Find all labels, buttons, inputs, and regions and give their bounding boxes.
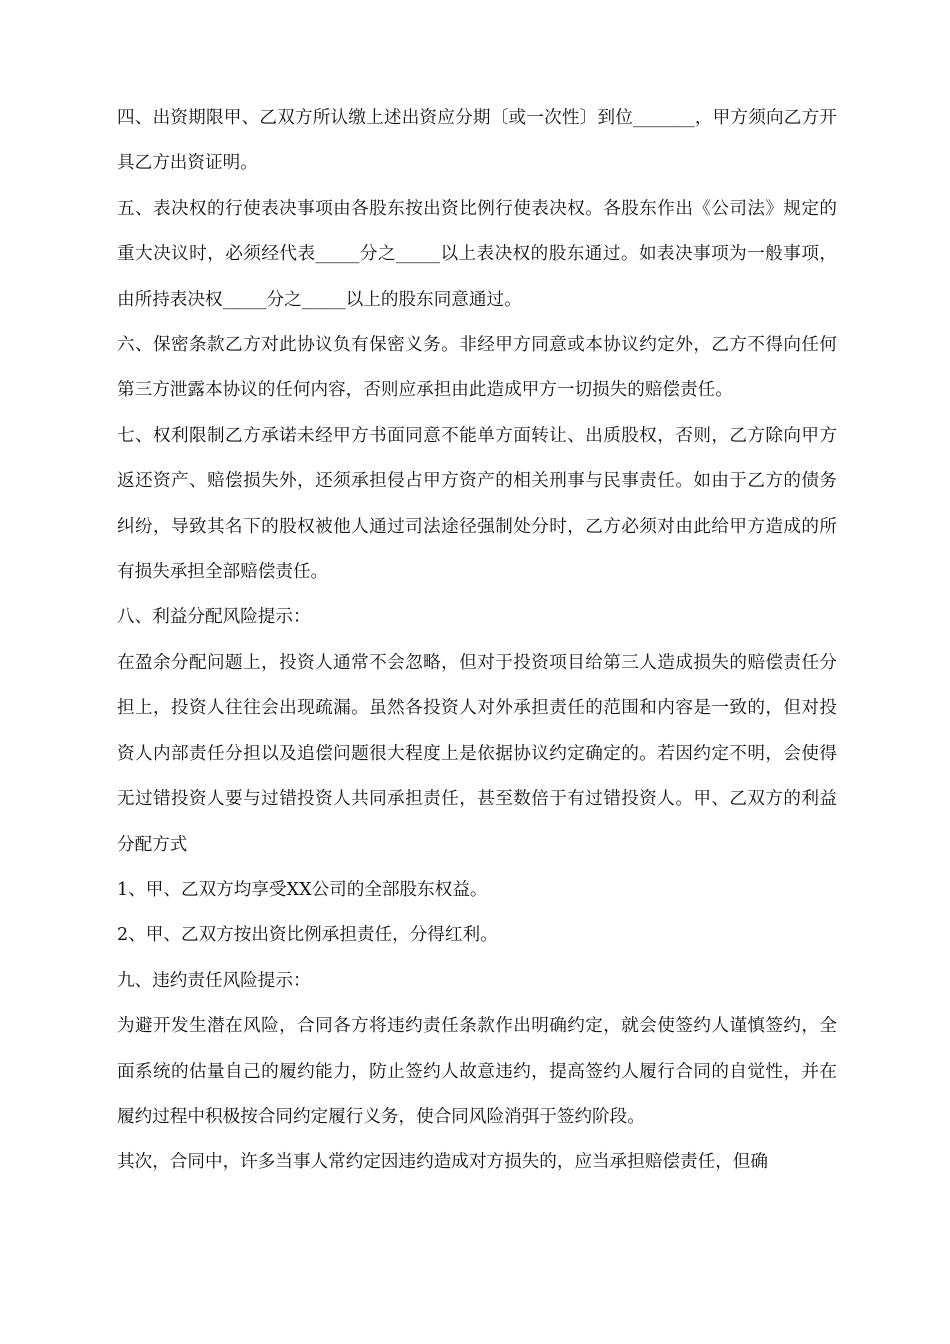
paragraph-secondly: 其次，合同中，许多当事人常约定因违约造成对方损失的，应当承担赔偿责任，但确 bbox=[117, 1152, 768, 1173]
paragraph-confidentiality: 六、保密条款乙方对此协议负有保密义务。非经甲方同意或本协议约定外，乙方不得向任何第三方泄露本协议的任何内容，否则应承担由此造成甲方一切损失的赔偿责任。 bbox=[117, 335, 837, 401]
heading-profit-distribution-risk: 八、利益分配风险提示： bbox=[117, 607, 311, 628]
paragraph-rights-restriction: 七、权利限制乙方承诺未经甲方书面同意不能单方面转让、出质股权，否则，乙方除向甲方返还资产、赔偿损失外，还须承担侵占甲方资产的相关刑事与民事责任。如由于乙方的债务纠纷，导致其名下的股权被他人通过司法途径强制处分时，乙方必须对由此给甲方造成的所有损失承担全部赔偿责任。 bbox=[117, 425, 837, 583]
paragraph-breach-liability: 为避开发生潜在风险，合同各方将违约责任条款作出明确约定，就会使签约人谨慎签约，全面系统的估量自己的履约能力，防止签约人故意违约，提高签约人履行合同的自觉性，并在履约过程中积极按合同约定履行义务，使合同风险消弭于签约阶段。 bbox=[117, 1016, 837, 1127]
paragraph-profit-distribution: 在盈余分配问题上，投资人通常不会忽略，但对于投资项目给第三人造成损失的赔偿责任分担上，投资人往往会出现疏漏。虽然各投资人对外承担责任的范围和内容是一致的，但对投资人内部责任分担以及追偿问题很大程度上是依据协议约定确定的。若因约定不明，会使得无过错投资人要与过错投资人共同承担责任，甚至数倍于有过错投资人。甲、乙双方的利益分配方式 bbox=[117, 652, 837, 855]
heading-breach-liability-risk: 九、违约责任风险提示： bbox=[117, 970, 311, 991]
list-item-1: 1、甲、乙双方均享受XX公司的全部股东权益。 bbox=[117, 879, 488, 900]
document-body bbox=[117, 96, 837, 1186]
paragraph-capital-deadline: 四、出资期限甲、乙双方所认缴上述出资应分期〔或一次性〕到位_______，甲方须向乙方开具乙方出资证明。 bbox=[117, 108, 837, 174]
paragraph-voting-rights: 五、表决权的行使表决事项由各股东按出资比例行使表决权。各股东作出《公司法》规定的重大决议时，必须经代表_____分之_____以上表决权的股东通过。如表决事项为一般事项，由所持表决权_____分之_____以上的股东同意通过。 bbox=[117, 198, 837, 310]
list-item-2: 2、甲、乙双方按出资比例承担责任，分得红利。 bbox=[117, 925, 498, 946]
